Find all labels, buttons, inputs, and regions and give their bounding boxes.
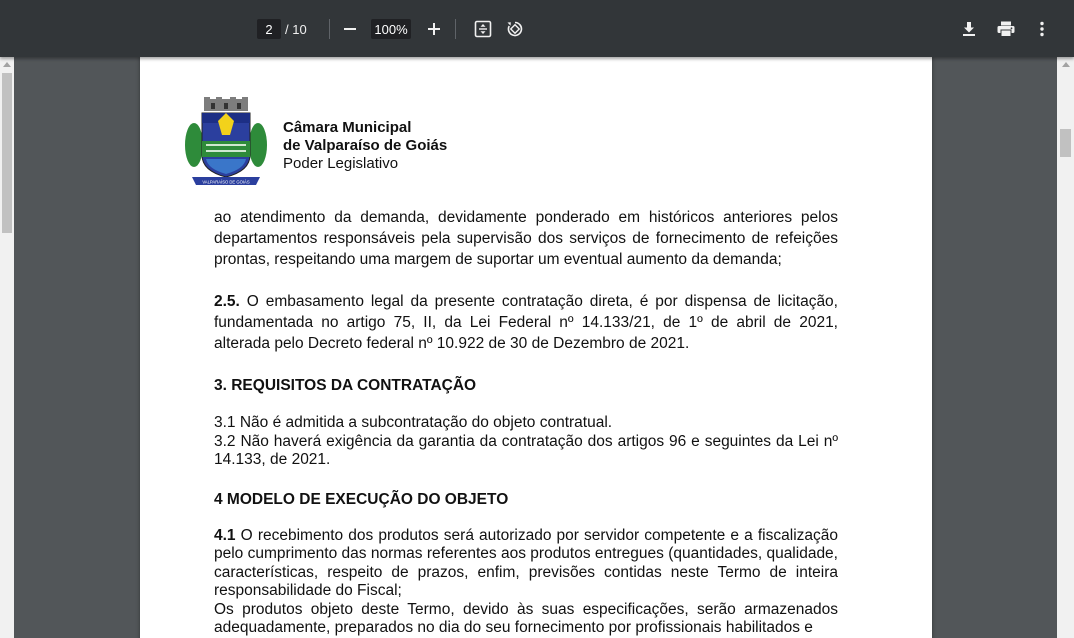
download-icon [961,21,977,37]
rotate-icon [506,20,524,38]
header-line-2: de Valparaíso de Goiás [283,137,448,154]
scroll-up-arrow-icon[interactable] [3,62,11,67]
print-icon [997,21,1015,37]
page-total-label: / 10 [285,21,307,37]
pdf-page [140,57,932,638]
zoom-level-input[interactable]: 100% [371,19,411,39]
more-options-button[interactable] [1030,17,1054,41]
item-3-1: 3.1 Não é admitida a subcontratação do objeto contratual. [214,414,613,431]
paragraph-4-1: 4.1 O recebimento dos produtos será autorizado por servidor competente e a fiscalização pelo cumprimento das normas referentes aos produtos entregues (quantidades, qualidade, características, respeito de prazos, enfim, previsões contidas neste Termo de inteira responsabilidade do Fiscal; [214,526,838,599]
right-scrollbar[interactable] [1057,57,1074,638]
fit-page-icon [474,20,492,38]
item-3-2: 3.2 Não haverá exigência da garantia da contratação dos artigos 96 e seguintes da Lei nº 14.133, de 2021. [214,432,838,468]
rotate-button[interactable] [503,17,527,41]
minus-icon [343,22,357,36]
toolbar-divider [329,19,330,39]
scrollbar-thumb[interactable] [1060,129,1071,157]
document-header [283,119,447,173]
fit-page-button[interactable] [471,17,495,41]
header-line-3: Poder Legislativo [283,155,399,172]
zoom-in-button[interactable] [422,17,446,41]
more-vert-icon [1040,21,1044,37]
document-body [214,207,838,638]
pdf-toolbar [0,0,1074,57]
paragraph-2-5: 2.5. O embasamento legal da presente contratação direta, é por dispensa de licitação, fundamentada no artigo 75, II, da Lei Federal nº 14.133/21, de 1º de abril de 2021, alterada pelo Decreto federal nº 10.922 de 30 de Dezembro de 2021. [214,293,838,352]
plus-icon [427,22,441,36]
paragraph: Os produtos objeto deste Termo, devido às suas especificações, serão armazenados adequadamente, preparados no dia do seu fornecimento por profissionais habilitados e [214,600,838,636]
zoom-out-button[interactable] [338,17,362,41]
print-button[interactable] [994,17,1018,41]
scrollbar-thumb[interactable] [2,73,12,233]
svg-text:VALPARAÍSO DE GOIÁS: VALPARAÍSO DE GOIÁS [202,179,250,185]
municipal-crest-icon [184,97,268,189]
section-heading-4: 4 MODELO DE EXECUÇÃO DO OBJETO [214,490,509,508]
section-heading-3: 3. REQUISITOS DA CONTRATAÇÃO [214,377,477,394]
header-line-1: Câmara Municipal [283,119,412,136]
page-number-input[interactable]: 2 [257,19,281,39]
scroll-up-arrow-icon[interactable] [1062,62,1070,67]
paragraph: ao atendimento da demanda, devidamente ponderado em históricos anteriores pelos departamentos responsáveis pela supervisão dos serviços de fornecimento de refeições prontas, respeitando uma margem de suportar um eventual aumento da demanda; [214,209,838,268]
download-button[interactable] [957,17,981,41]
toolbar-divider [455,19,456,39]
left-scrollbar[interactable] [0,57,14,638]
